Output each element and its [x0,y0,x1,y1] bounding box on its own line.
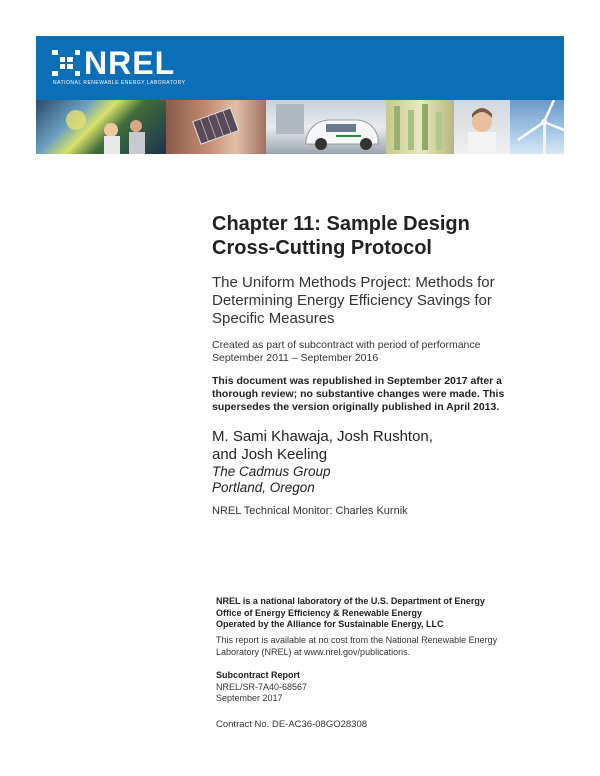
availability-line: This report is available at no cost from the National Renewable Energy [216,635,498,645]
scientist-photo [454,100,510,154]
nrel-logo-mark-icon [52,50,80,76]
logo-text: NREL [84,45,176,81]
authors-line: M. Sami Khawaja, Josh Rushton, [212,428,433,445]
title-line: Cross-Cutting Protocol [212,237,432,259]
nrel-header-banner [36,36,564,100]
availability-line: Laboratory (NREL) at www.nrel.gov/publications. [216,646,411,657]
lab-equipment-photo [386,100,454,154]
republish-line: This document was republished in September 2017 after a [212,375,503,387]
created-line: Created as part of subcontract with period of performance [212,339,481,351]
wind-turbine-photo [510,100,564,154]
created-note [212,339,480,365]
researchers-lab-photo [36,100,166,154]
electric-car-photo [266,100,386,154]
republish-line: supersedes the version originally published in April 2013. [212,401,500,413]
document-subtitle [212,274,495,328]
report-number: NREL/SR-7A40-68567 [216,681,308,692]
republish-note [212,375,504,414]
solar-cell-photo [166,100,266,154]
organization-location: Portland, Oregon [212,480,315,495]
photo-strip [36,100,564,154]
report-date: September 2017 [216,693,283,703]
lab-line: NREL is a national laboratory of the U.S. Department of Energy [216,596,485,606]
technical-monitor: NREL Technical Monitor: Charles Kurnik [212,505,408,517]
contract-number: Contract No. DE-AC36-08GO28308 [216,719,368,730]
lab-statement [216,596,485,631]
subtitle-line: Determining Energy Efficiency Savings for [212,292,492,309]
document-title [212,212,470,260]
lab-line: Office of Energy Efficiency & Renewable Energy [216,607,423,618]
lab-line: Operated by the Alliance for Sustainable Energy, LLC [216,619,444,629]
report-type: Subcontract Report [216,670,301,680]
nrel-logo [52,45,176,81]
republish-line: thorough review; no substantive changes were made. This [212,388,505,400]
report-info [216,670,307,705]
subtitle-line: The Uniform Methods Project: Methods for [212,274,495,291]
authors-line: and Josh Keeling [212,446,328,463]
availability-statement [216,635,497,658]
organization-name: The Cadmus Group [212,464,331,479]
authors [212,428,433,496]
subtitle-line: Specific Measures [212,310,335,327]
created-line: September 2011 – September 2016 [212,352,379,364]
logo-subtitle: NATIONAL RENEWABLE ENERGY LABORATORY [53,80,186,86]
title-line: Chapter 11: Sample Design [212,213,470,235]
